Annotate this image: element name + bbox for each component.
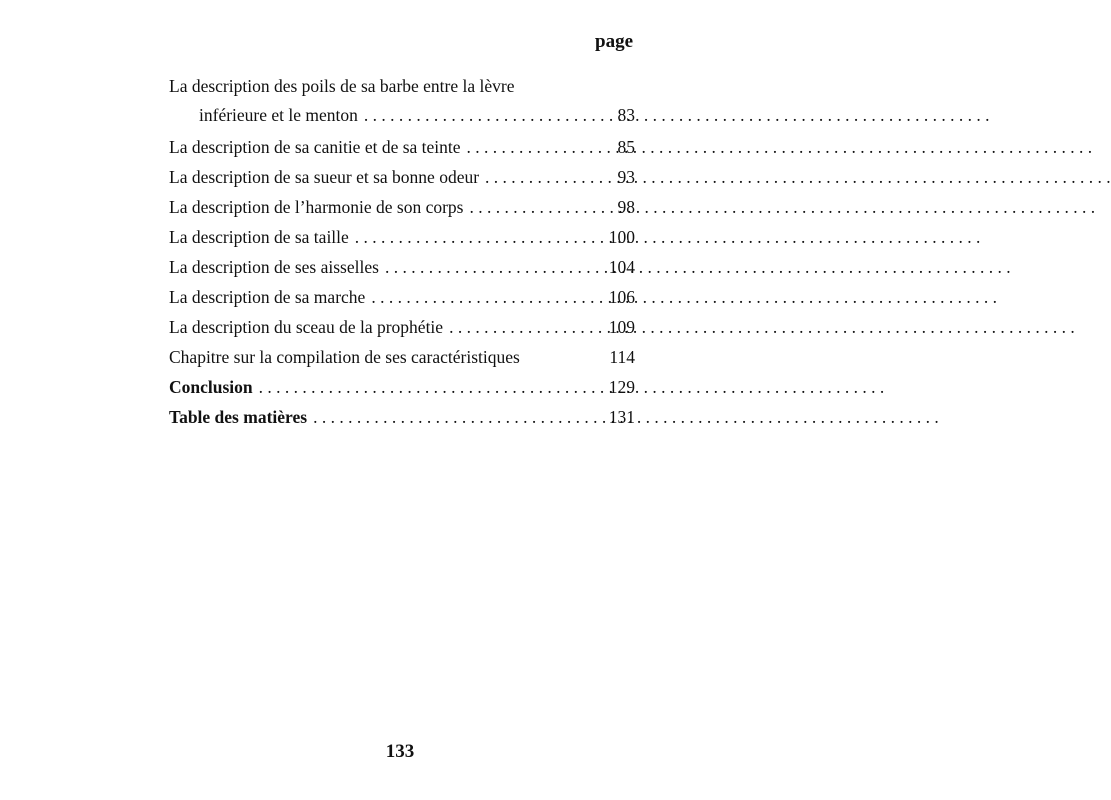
toc-entry[interactable] <box>169 282 635 312</box>
toc-entry-page: 131 <box>608 407 635 427</box>
toc-entry[interactable] <box>169 222 635 252</box>
dot-leader <box>365 282 575 312</box>
toc-entry-title: La description de ses aisselles <box>169 257 379 277</box>
toc-entry-title: La description de sa taille <box>169 227 349 247</box>
toc-entry-page: 100 <box>608 227 635 247</box>
dot-leader <box>379 252 575 282</box>
toc-entry-page: 93 <box>617 167 635 187</box>
toc-entry-title: Conclusion <box>169 377 253 397</box>
toc-entry-page: 83 <box>617 105 635 125</box>
dot-leader <box>307 402 575 432</box>
toc-entry-page: 109 <box>608 317 635 337</box>
toc-entry[interactable] <box>169 132 635 162</box>
toc-entry-conclusion[interactable] <box>169 372 635 402</box>
dot-leader <box>253 372 575 402</box>
page-column-heading: page <box>595 31 633 52</box>
toc-entry[interactable] <box>169 342 635 372</box>
toc-entry-page: 85 <box>617 137 635 157</box>
dot-leader <box>464 192 576 222</box>
dot-leader <box>461 132 575 162</box>
toc-entry-title: Chapitre sur la compilation de ses caractéristiques <box>169 347 520 367</box>
toc-entry-line: La description des poils de sa barbe entre la lèvre <box>169 76 515 96</box>
toc-entry[interactable] <box>169 192 635 222</box>
toc-entry-title: La description de sa sueur et sa bonne odeur <box>169 167 480 187</box>
toc-entry[interactable] <box>169 98 635 132</box>
toc-entry-page: 114 <box>609 347 635 367</box>
toc-entry-page: 98 <box>617 197 635 217</box>
dot-leader <box>349 222 575 252</box>
dot-leader <box>358 98 575 132</box>
dot-leader <box>443 312 575 342</box>
toc-entry-page: 129 <box>608 377 635 397</box>
toc-entry-title: La description de l’harmonie de son corps <box>169 197 464 217</box>
toc-entry-title: La description de sa marche <box>169 287 366 307</box>
toc-entry-table-of-contents[interactable] <box>169 402 635 432</box>
table-of-contents <box>169 75 635 432</box>
toc-entry[interactable] <box>169 252 635 282</box>
page-number: 133 <box>385 741 415 762</box>
dot-leader <box>479 162 575 192</box>
toc-entry-title: Table des matières <box>169 407 308 427</box>
toc-entry-title: La description du sceau de la prophétie <box>169 317 444 337</box>
toc-entry-title: La description de sa canitie et de sa teinte <box>169 137 461 157</box>
toc-entry[interactable] <box>169 312 635 342</box>
toc-entry-title: inférieure et le menton <box>199 105 358 125</box>
toc-entry[interactable] <box>169 162 635 192</box>
toc-entry-page: 104 <box>608 257 635 277</box>
toc-entry-page: 106 <box>608 287 635 307</box>
